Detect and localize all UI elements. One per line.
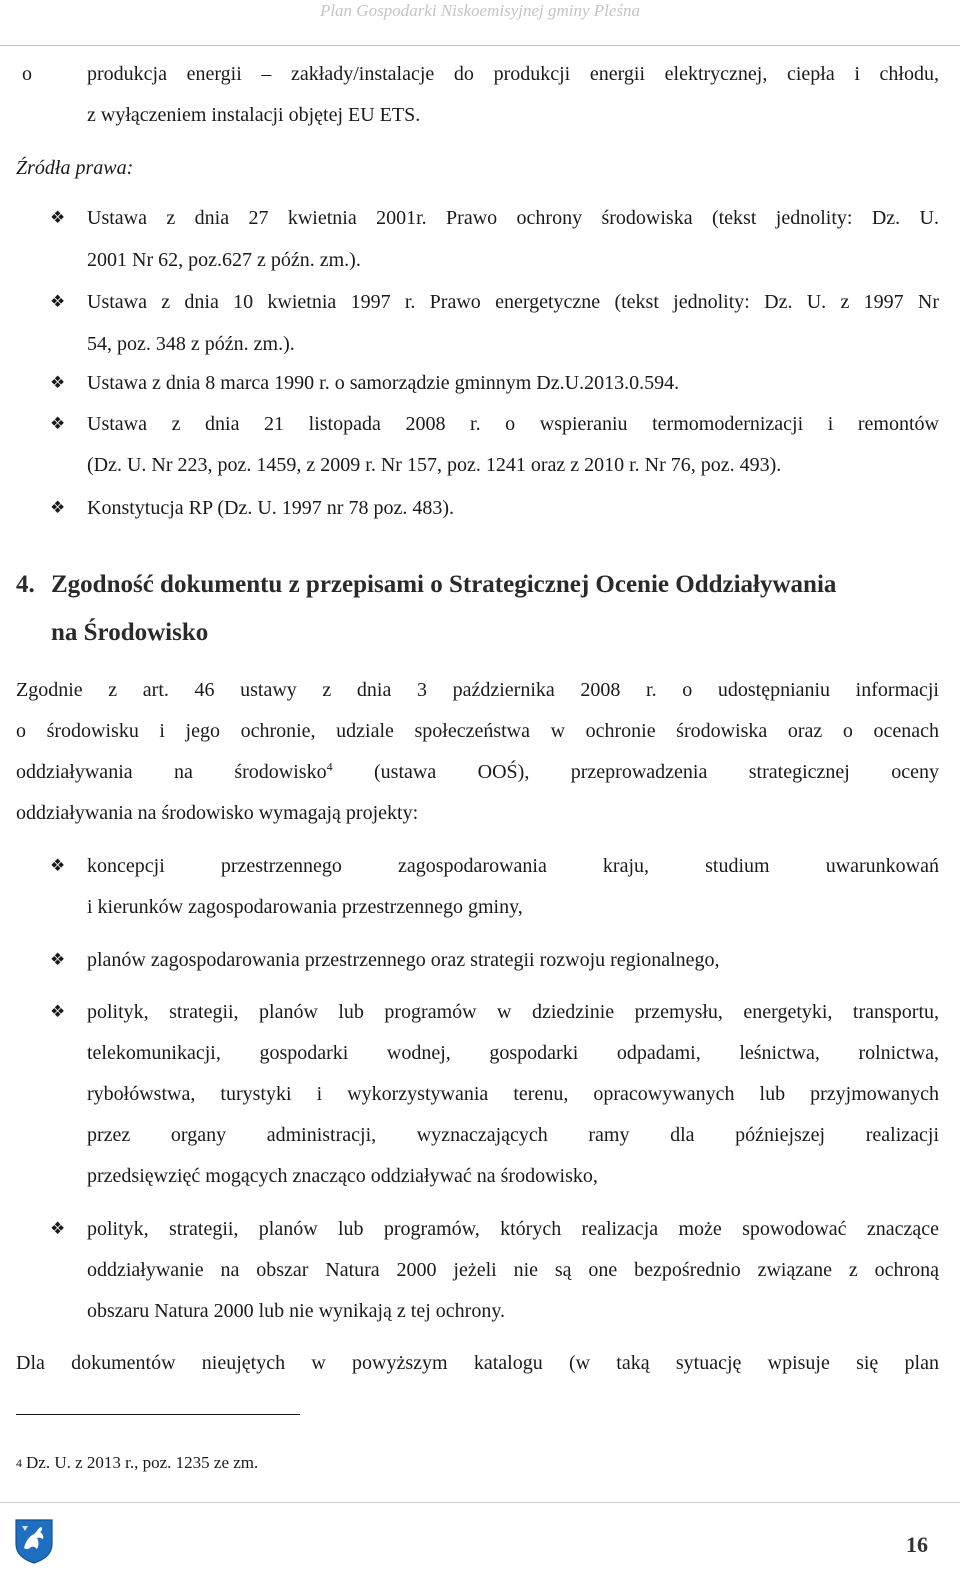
project-item-3-line2: telekomunikacji, gospodarki wodnej, gospodarki odpadami, leśnictwa, rolnictwa,: [87, 1042, 939, 1064]
intro-line3-text-a: oddziaływania na środowisko: [16, 761, 327, 783]
list-marker-circle: o: [22, 63, 32, 85]
project-item-4-line1: polityk, strategii, planów lub programów, których realizacja może spowodować znaczące: [87, 1218, 939, 1240]
intro-line1: Zgodnie z art. 46 ustawy z dnia 3 października 2008 r. o udostępnianiu informacji: [16, 679, 939, 701]
footnote: [16, 1452, 258, 1474]
diamond-flower-bullet-icon: ❖: [50, 856, 66, 875]
project-item-3-line4: przez organy administracji, wyznaczających ramy dla późniejszej realizacji: [87, 1124, 939, 1146]
intro-line3-text-b: (ustawa OOŚ), przeprowadzenia strategicznej oceny: [332, 761, 939, 783]
sources-label: Źródła prawa:: [16, 157, 134, 179]
law-item-4-line2: (Dz. U. Nr 223, poz. 1459, z 2009 r. Nr 157, poz. 1241 oraz z 2010 r. Nr 76, poz. 493).: [87, 454, 782, 476]
diamond-flower-bullet-icon: ❖: [50, 292, 66, 311]
project-item-3-line5: przedsięwzięć mogących znacząco oddziaływać na środowisko,: [87, 1165, 598, 1187]
gmina-crest-logo-icon: [14, 1518, 54, 1564]
footnote-ref: 4: [326, 759, 333, 774]
section-number: 4.: [16, 571, 35, 598]
top-item-line1: produkcja energii – zakłady/instalacje do produkcji energii elektrycznej, ciepła i chłodu,: [87, 63, 939, 85]
diamond-flower-bullet-icon: ❖: [50, 373, 66, 392]
project-item-3-line1: polityk, strategii, planów lub programów w dziedzinie przemysłu, energetyki, transportu,: [87, 1001, 939, 1023]
law-item-3-line1: Ustawa z dnia 8 marca 1990 r. o samorządzie gminnym Dz.U.2013.0.594.: [87, 372, 680, 394]
diamond-flower-bullet-icon: ❖: [50, 414, 66, 433]
section-title-line2: na Środowisko: [51, 619, 209, 646]
project-item-3-line3: rybołówstwa, turystyki i wykorzystywania terenu, opracowywanych lub przyjmowanych: [87, 1083, 939, 1105]
section-title-line1: Zgodność dokumentu z przepisami o Strategicznej Ocenie Oddziaływania: [51, 571, 837, 598]
diamond-flower-bullet-icon: ❖: [50, 950, 66, 969]
diamond-flower-bullet-icon: ❖: [50, 1002, 66, 1021]
project-item-4-line3: obszaru Natura 2000 lub nie wynikają z tej ochrony.: [87, 1300, 506, 1322]
footer-divider: [0, 1502, 960, 1503]
project-item-4-line2: oddziaływanie na obszar Natura 2000 jeżeli nie są one bezpośrednio związane z ochroną: [87, 1259, 939, 1281]
project-item-2-line1: planów zagospodarowania przestrzennego oraz strategii rozwoju regionalnego,: [87, 949, 720, 971]
footnote-divider: [16, 1414, 300, 1415]
footnote-text: Dz. U. z 2013 r., poz. 1235 ze zm.: [26, 1453, 259, 1472]
intro-line2: o środowisku i jego ochronie, udziale społeczeństwa w ochronie środowiska oraz o ocenach: [16, 720, 939, 742]
project-item-1-line2: i kierunków zagospodarowania przestrzennego gminy,: [87, 896, 523, 918]
intro-line3: [16, 760, 939, 784]
law-item-1-line2: 2001 Nr 62, poz.627 z późn. zm.).: [87, 249, 361, 271]
intro-line4: oddziaływania na środowisko wymagają projekty:: [16, 802, 419, 824]
page-number: 16: [906, 1532, 928, 1557]
top-item-line2: z wyłączeniem instalacji objętej EU ETS.: [87, 104, 421, 126]
law-item-1-line1: Ustawa z dnia 27 kwietnia 2001r. Prawo ochrony środowiska (tekst jednolity: Dz. U.: [87, 207, 939, 229]
footnote-number: 4: [16, 1456, 22, 1470]
diamond-flower-bullet-icon: ❖: [50, 498, 66, 517]
law-item-2-line2: 54, poz. 348 z późn. zm.).: [87, 333, 295, 355]
page-header-title: Plan Gospodarki Niskoemisyjnej gminy Pleśna: [319, 1, 641, 20]
closing-line: Dla dokumentów nieujętych w powyższym katalogu (w taką sytuację wpisuje się plan: [16, 1352, 939, 1374]
law-item-5-line1: Konstytucja RP (Dz. U. 1997 nr 78 poz. 483).: [87, 497, 454, 519]
diamond-flower-bullet-icon: ❖: [50, 208, 66, 227]
law-item-2-line1: Ustawa z dnia 10 kwietnia 1997 r. Prawo energetyczne (tekst jednolity: Dz. U. z 1997 Nr: [87, 291, 939, 313]
header-divider: [0, 45, 960, 46]
diamond-flower-bullet-icon: ❖: [50, 1219, 66, 1238]
project-item-1-line1: koncepcji przestrzennego zagospodarowania kraju, studium uwarunkowań: [87, 855, 939, 877]
law-item-4-line1: Ustawa z dnia 21 listopada 2008 r. o wspieraniu termomodernizacji i remontów: [87, 413, 939, 435]
